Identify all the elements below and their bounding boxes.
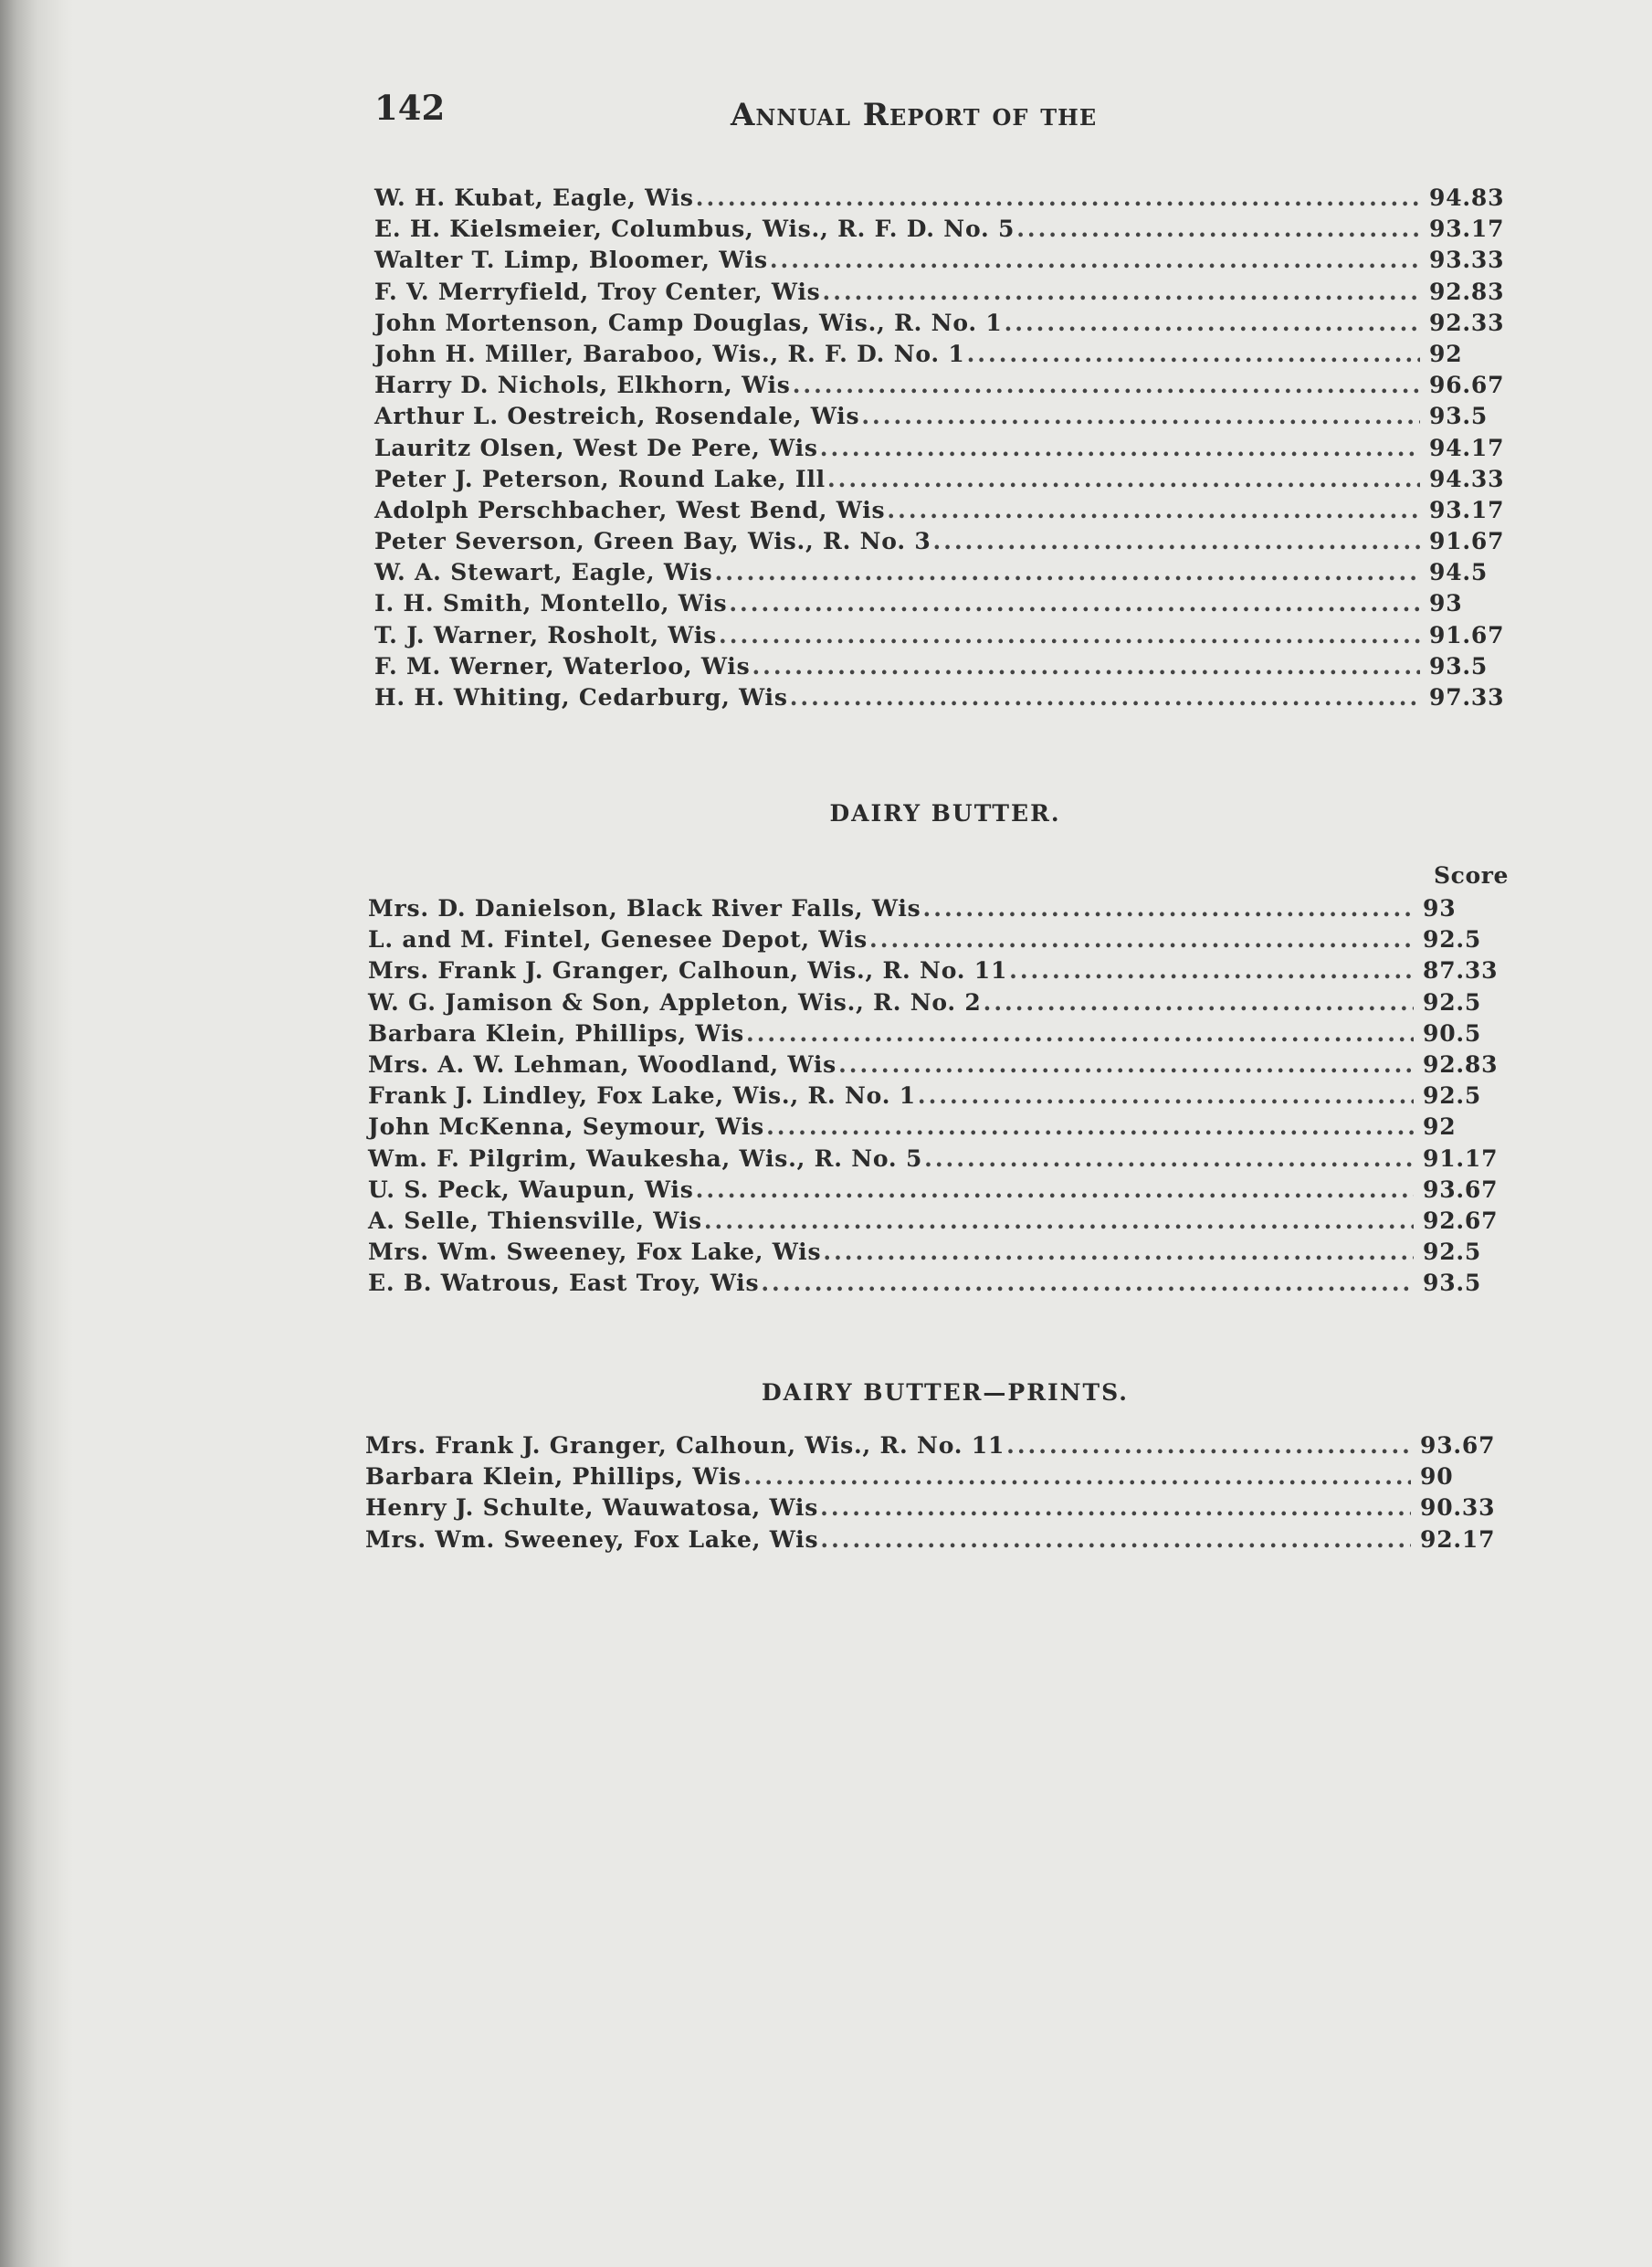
score-value: 93.5 <box>1423 1270 1482 1297</box>
dot-leader <box>743 1461 1411 1492</box>
table-row <box>368 1049 1514 1081</box>
table-row <box>374 495 1520 526</box>
dot-leader <box>861 401 1420 432</box>
score-value: 93.5 <box>1429 403 1489 430</box>
dot-leader <box>704 1206 1414 1237</box>
entrant-name: I. H. Smith, Montello, Wis <box>374 590 728 617</box>
entrant-name: Mrs. D. Danielson, Black River Falls, Wis <box>368 895 921 922</box>
score-value: 94.83 <box>1429 185 1505 211</box>
table-row <box>368 1237 1514 1268</box>
table-row <box>365 1492 1511 1524</box>
table-row <box>368 1268 1514 1299</box>
score-value: 93.17 <box>1429 496 1505 523</box>
entrant-name: Peter Severson, Green Bay, Wis., R. No. 3 <box>374 528 931 555</box>
running-head: Annual Report of the <box>731 97 1098 133</box>
dot-leader <box>746 1018 1414 1049</box>
score-value: 92 <box>1423 1113 1457 1141</box>
entrant-name: L. and M. Fintel, Genesee Depot, Wis <box>368 926 868 954</box>
table-row <box>368 1112 1514 1143</box>
table-row <box>374 464 1520 495</box>
entrant-name: Mrs. Frank J. Granger, Calhoun, Wis., R. No. 11 <box>368 957 1008 985</box>
entrant-name: W. G. Jamison & Son, Appleton, Wis., R. No. 2 <box>368 988 982 1016</box>
dot-leader <box>1006 1430 1411 1461</box>
entrant-name: John McKenna, Seymour, Wis <box>368 1113 765 1141</box>
entrant-name: Barbara Klein, Phillips, Wis <box>365 1463 742 1491</box>
table-row <box>374 308 1520 339</box>
score-value: 93.67 <box>1423 1176 1499 1203</box>
score-value: 97.33 <box>1429 684 1505 711</box>
table-row <box>368 1018 1514 1049</box>
score-value: 96.67 <box>1429 372 1505 399</box>
entrant-name: F. M. Werner, Waterloo, Wis <box>374 652 751 680</box>
table-row <box>374 526 1520 557</box>
table-row <box>374 370 1520 401</box>
dot-leader <box>869 924 1414 955</box>
score-value: 92.17 <box>1420 1525 1496 1553</box>
entrant-name: T. J. Warner, Rosholt, Wis <box>374 621 718 648</box>
table-row <box>368 924 1514 955</box>
table-row <box>374 651 1520 682</box>
score-column-header: Score <box>1434 862 1510 889</box>
entrant-name: A. Selle, Thiensville, Wis <box>368 1207 702 1234</box>
entrant-name: Frank J. Lindley, Fox Lake, Wis., R. No. 1 <box>368 1082 916 1110</box>
table-row <box>374 620 1520 651</box>
table-row <box>374 339 1520 370</box>
dot-leader <box>933 526 1420 557</box>
dot-leader <box>793 370 1420 401</box>
entrant-name: U. S. Peck, Waupun, Wis <box>368 1176 694 1203</box>
entrant-name: Arthur L. Oestreich, Rosendale, Wis <box>374 403 860 430</box>
entrant-name: W. H. Kubat, Eagle, Wis <box>374 185 694 211</box>
dot-leader <box>715 557 1420 588</box>
dot-leader <box>838 1049 1414 1081</box>
score-value: 94.5 <box>1429 559 1489 586</box>
entrant-name: Barbara Klein, Phillips, Wis <box>368 1019 744 1047</box>
score-value: 92.5 <box>1423 988 1482 1016</box>
entrant-name: E. B. Watrous, East Troy, Wis <box>368 1270 760 1297</box>
table-row <box>368 955 1514 986</box>
entrant-name: Mrs. Wm. Sweeney, Fox Lake, Wis <box>365 1525 819 1553</box>
entrant-name: Adolph Perschbacher, West Bend, Wis <box>374 496 886 523</box>
entrant-name: Henry J. Schulte, Wauwatosa, Wis <box>365 1494 819 1522</box>
dot-leader <box>790 682 1420 713</box>
table-row <box>374 245 1520 276</box>
dot-leader <box>918 1081 1414 1112</box>
table-row <box>368 1206 1514 1237</box>
entrant-name: Mrs. A. W. Lehman, Woodland, Wis <box>368 1050 837 1078</box>
score-list-dairy-butter-prints <box>365 1430 1511 1555</box>
entrant-name: H. H. Whiting, Cedarburg, Wis <box>374 684 788 711</box>
score-value: 94.33 <box>1429 465 1505 492</box>
score-value: 91.67 <box>1429 621 1505 648</box>
dot-leader <box>1009 955 1414 986</box>
score-value: 93.33 <box>1429 247 1505 274</box>
section-title-dairy-butter-prints: DAIRY BUTTER—PRINTS. <box>762 1379 1129 1406</box>
entrant-name: Mrs. Frank J. Granger, Calhoun, Wis., R. No. 11 <box>365 1432 1005 1459</box>
dot-leader <box>761 1268 1414 1299</box>
table-row <box>368 987 1514 1018</box>
score-list-continued <box>374 183 1520 713</box>
table-row <box>374 588 1520 619</box>
table-row <box>374 214 1520 245</box>
table-row <box>365 1430 1511 1461</box>
entrant-name: John Mortenson, Camp Douglas, Wis., R. No. 1 <box>374 309 1003 336</box>
dot-leader <box>923 893 1414 924</box>
dot-leader <box>827 464 1420 495</box>
score-value: 93 <box>1429 590 1463 617</box>
book-binding-shadow <box>0 0 73 2267</box>
score-value: 93 <box>1423 895 1457 922</box>
dot-leader <box>752 651 1420 682</box>
table-row <box>368 1144 1514 1175</box>
dot-leader <box>924 1144 1414 1175</box>
score-value: 93.67 <box>1420 1432 1496 1459</box>
entrant-name: Peter J. Peterson, Round Lake, Ill <box>374 465 826 492</box>
table-row <box>368 1175 1514 1206</box>
score-value: 91.67 <box>1429 528 1505 555</box>
table-row <box>374 557 1520 588</box>
score-value: 91.17 <box>1423 1144 1499 1172</box>
score-value: 90.33 <box>1420 1494 1496 1522</box>
dot-leader <box>696 1175 1414 1206</box>
score-value: 92.33 <box>1429 309 1505 336</box>
score-value: 90.5 <box>1423 1019 1482 1047</box>
section-title-dairy-butter: DAIRY BUTTER. <box>829 800 1061 827</box>
dot-leader <box>766 1112 1414 1143</box>
entrant-name: Harry D. Nichols, Elkhorn, Wis <box>374 372 791 399</box>
score-value: 93.5 <box>1429 652 1489 680</box>
table-row <box>374 682 1520 713</box>
page-header <box>361 88 1530 142</box>
dot-leader <box>820 1524 1411 1555</box>
entrant-name: W. A. Stewart, Eagle, Wis <box>374 559 713 586</box>
table-row <box>374 277 1520 308</box>
dot-leader <box>984 987 1414 1018</box>
page-number: 142 <box>374 88 446 128</box>
dot-leader <box>719 620 1420 651</box>
entrant-name: John H. Miller, Baraboo, Wis., R. F. D. No. 1 <box>374 340 965 367</box>
score-value: 87.33 <box>1423 957 1499 985</box>
entrant-name: F. V. Merryfield, Troy Center, Wis <box>374 278 821 305</box>
table-row <box>368 893 1514 924</box>
dot-leader <box>1005 308 1420 339</box>
dot-leader <box>729 588 1420 619</box>
entrant-name: Walter T. Limp, Bloomer, Wis <box>374 247 768 274</box>
dot-leader <box>823 1237 1414 1268</box>
table-row <box>374 401 1520 432</box>
score-value: 92 <box>1429 340 1463 367</box>
dot-leader <box>967 339 1420 370</box>
entrant-name: Wm. F. Pilgrim, Waukesha, Wis., R. No. 5 <box>368 1144 923 1172</box>
table-row <box>368 1081 1514 1112</box>
score-value: 92.83 <box>1429 278 1505 305</box>
dot-leader <box>820 1492 1411 1524</box>
score-list-dairy-butter <box>368 893 1514 1299</box>
entrant-name: Lauritz Olsen, West De Pere, Wis <box>374 434 818 461</box>
dot-leader <box>820 433 1420 464</box>
score-value: 92.5 <box>1423 926 1482 954</box>
score-value: 94.17 <box>1429 434 1505 461</box>
score-value: 92.5 <box>1423 1239 1482 1266</box>
dot-leader <box>696 183 1420 214</box>
score-value: 92.83 <box>1423 1050 1499 1078</box>
table-row <box>365 1524 1511 1555</box>
table-row <box>365 1461 1511 1492</box>
score-value: 90 <box>1420 1463 1454 1491</box>
score-value: 93.17 <box>1429 216 1505 243</box>
table-row <box>374 183 1520 214</box>
dot-leader <box>1016 214 1420 245</box>
score-value: 92.5 <box>1423 1082 1482 1110</box>
table-row <box>374 433 1520 464</box>
dot-leader <box>770 245 1420 276</box>
dot-leader <box>823 277 1420 308</box>
score-value: 92.67 <box>1423 1207 1499 1234</box>
dot-leader <box>887 495 1420 526</box>
entrant-name: Mrs. Wm. Sweeney, Fox Lake, Wis <box>368 1239 822 1266</box>
entrant-name: E. H. Kielsmeier, Columbus, Wis., R. F. D. No. 5 <box>374 216 1015 243</box>
